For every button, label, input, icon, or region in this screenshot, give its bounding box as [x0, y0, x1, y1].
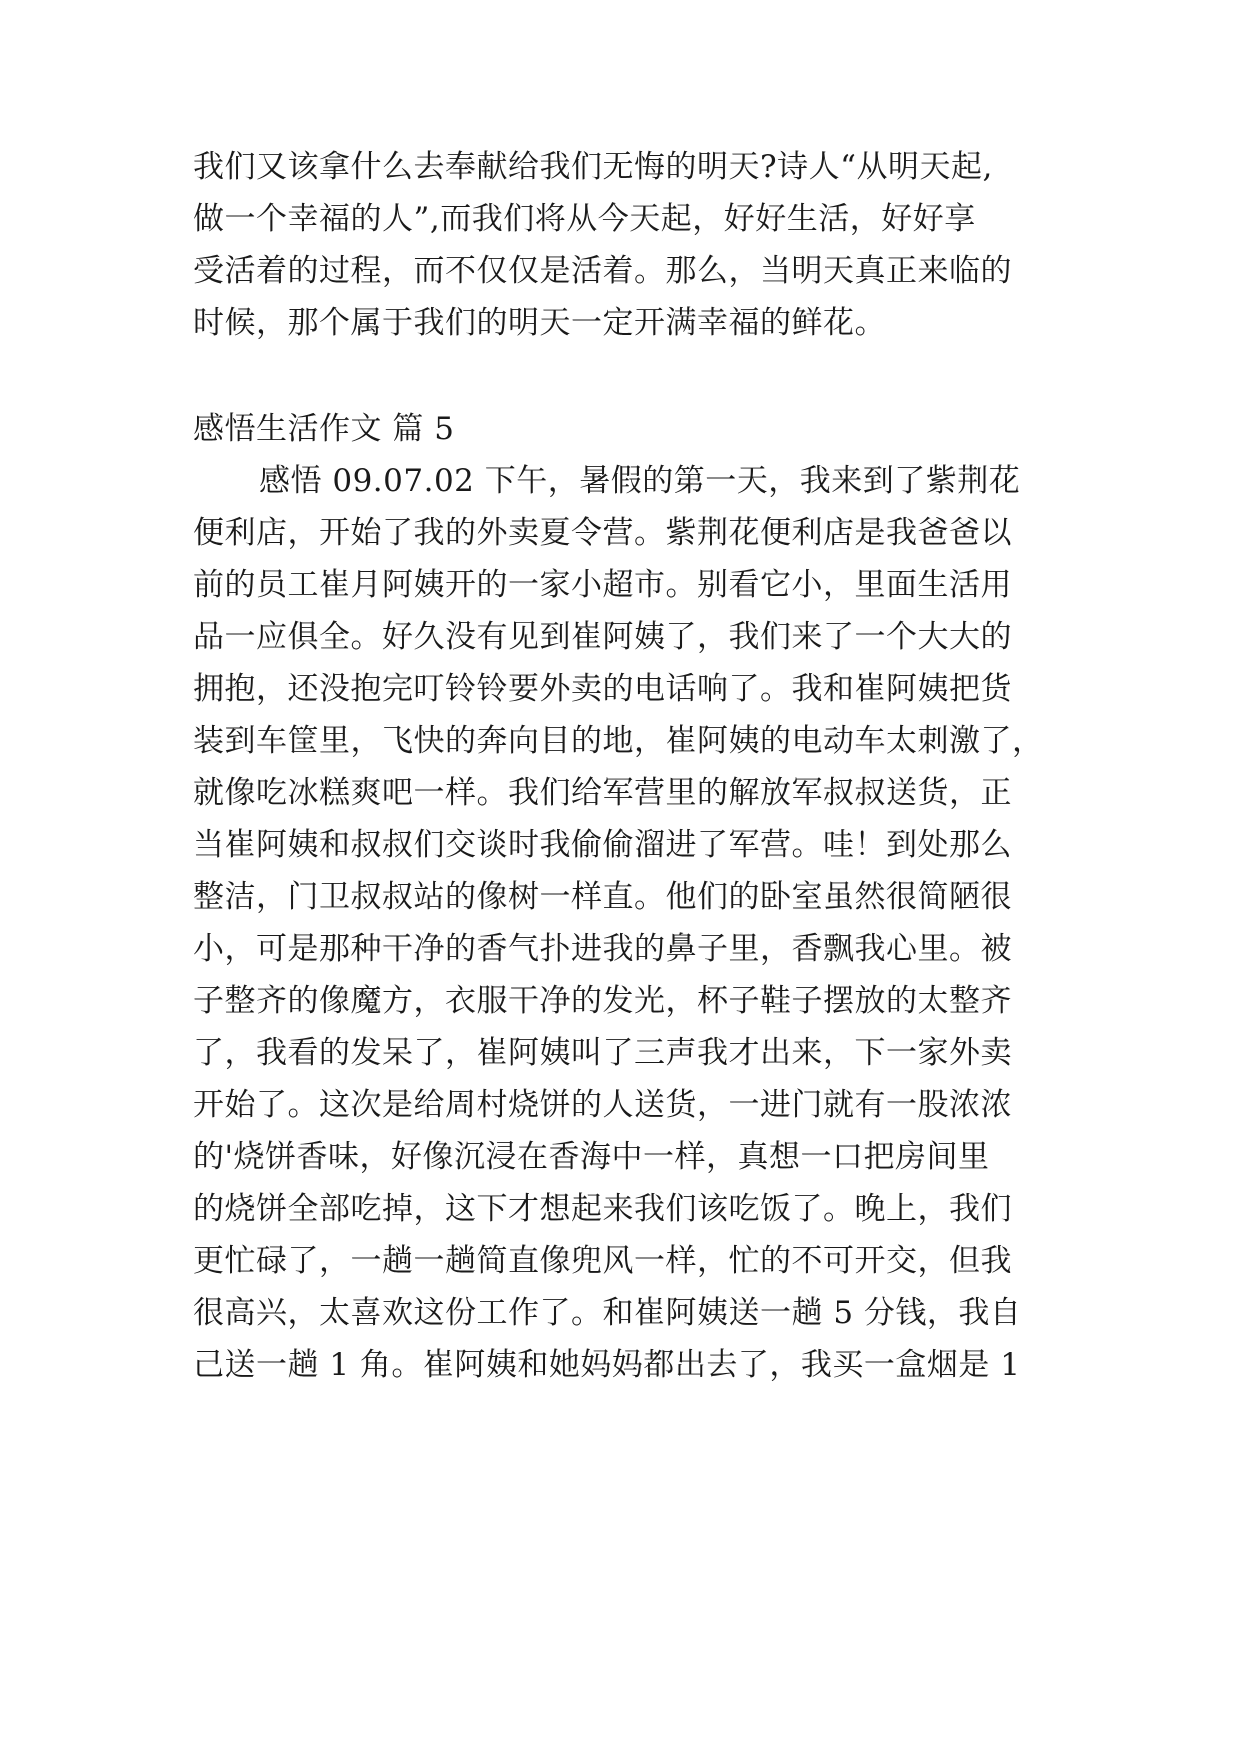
paragraph-line: 我们又该拿什么去奉献给我们无悔的明天?诗人“从明天起,	[193, 149, 993, 185]
paragraph-line: 前的员工崔月阿姨开的一家小超市。别看它小，里面生活用	[193, 567, 1012, 603]
paragraph-line: 便利店，开始了我的外卖夏令营。紫荆花便利店是我爸爸以	[193, 515, 1012, 551]
paragraph-line: 了，我看的发呆了，崔阿姨叫了三声我才出来，下一家外卖	[193, 1035, 1012, 1071]
section-heading: 感悟生活作文 篇 5	[193, 411, 455, 447]
paragraph-line: 的烧饼全部吃掉，这下才想起来我们该吃饭了。晚上，我们	[193, 1191, 1012, 1227]
paragraph-line: 整洁，门卫叔叔站的像树一样直。他们的卧室虽然很简陋很	[193, 879, 1012, 915]
paragraph-line: 感悟 09.07.02 下午，暑假的第一天，我来到了紫荆花	[259, 463, 1021, 499]
paragraph-line: 受活着的过程，而不仅仅是活着。那么，当明天真正来临的	[193, 253, 1012, 289]
paragraph-line: 开始了。这次是给周村烧饼的人送货，一进门就有一股浓浓	[193, 1087, 1012, 1123]
paragraph-line: 就像吃冰糕爽吧一样。我们给军营里的解放军叔叔送货，正	[193, 775, 1012, 811]
paragraph-line: 品一应俱全。好久没有见到崔阿姨了，我们来了一个大大的	[193, 619, 1012, 655]
paragraph-line: 做一个幸福的人”,而我们将从今天起，好好生活，好好享	[193, 201, 976, 237]
paragraph-line: 装到车筐里，飞快的奔向目的地，崔阿姨的电动车太刺激了，	[193, 723, 1044, 759]
paragraph-line: 时候，那个属于我们的明天一定开满幸福的鲜花。	[193, 305, 886, 341]
paragraph-line: 更忙碌了，一趟一趟简直像兜风一样，忙的不可开交，但我	[193, 1243, 1012, 1279]
paragraph-line: 很高兴，太喜欢这份工作了。和崔阿姨送一趟 5 分钱，我自	[193, 1295, 1022, 1331]
paragraph-line: 子整齐的像魔方，衣服干净的发光，杯子鞋子摆放的太整齐	[193, 983, 1012, 1019]
paragraph-line: 己送一趟 1 角。崔阿姨和她妈妈都出去了，我买一盒烟是 1	[193, 1347, 1021, 1383]
paragraph-line: 拥抱，还没抱完叮铃铃要外卖的电话响了。我和崔阿姨把货	[193, 671, 1012, 707]
paragraph-line: 小，可是那种干净的香气扑进我的鼻子里，香飘我心里。被	[193, 931, 1012, 967]
paragraph-line: 当崔阿姨和叔叔们交谈时我偷偷溜进了军营。哇！到处那么	[193, 827, 1012, 863]
paragraph-line: 的'烧饼香味，好像沉浸在香海中一样，真想一口把房间里	[193, 1139, 990, 1175]
